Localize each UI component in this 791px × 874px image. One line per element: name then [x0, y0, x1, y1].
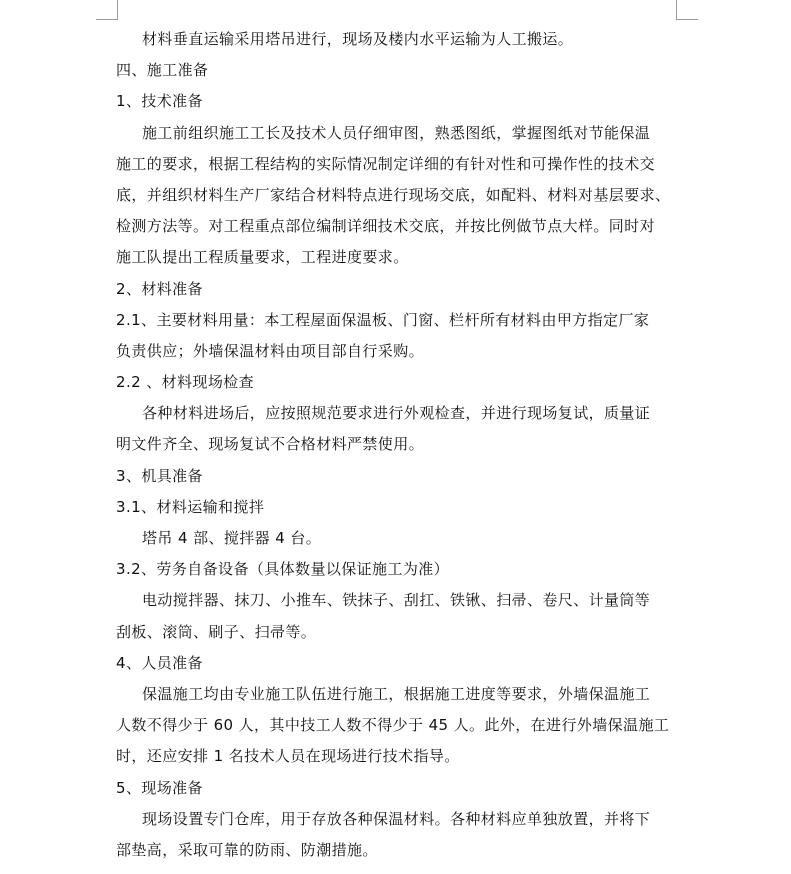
text-line: 5、现场准备: [116, 778, 203, 797]
paragraph-first-line: 各种材料进场后，应按照规范要求进行外观检查，并进行现场复试，质量证: [142, 404, 651, 423]
text-line: 4、人员准备: [116, 653, 203, 672]
text-line: 四、施工准备: [116, 61, 209, 80]
text-line: 3、机具准备: [116, 466, 203, 485]
text-line: 检测方法等。对工程重点部位编制详细技术交底，并按比例做节点大样。同时对: [116, 217, 656, 236]
document-body[interactable]: [116, 24, 678, 866]
text-line: 人数不得少于 60 人，其中技工人数不得少于 45 人。此外，在进行外墙保温施工: [116, 716, 670, 735]
text-line: 1、技术准备: [116, 92, 203, 111]
paragraph-first-line: 施工前组织施工工长及技术人员仔细审图，熟悉图纸，掌握图纸对节能保温: [142, 123, 651, 142]
text-line: 3.2、劳务自备设备（具体数量以保证施工为准）: [116, 560, 450, 579]
text-line: 3.1、材料运输和搅拌: [116, 497, 265, 516]
text-line: 底，并组织材料生产厂家结合材料特点进行现场交底，如配料、材料对基层要求、: [116, 185, 671, 204]
text-line: 施工的要求，根据工程结构的实际情况制定详细的有针对性和可操作性的技术交: [116, 154, 656, 173]
paragraph-first-line: 保温施工均由专业施工队伍进行施工，根据施工进度等要求，外墙保温施工: [142, 684, 651, 703]
text-line: 部垫高，采取可靠的防雨、防潮措施。: [116, 840, 378, 859]
text-line: 2.1、主要材料用量：本工程屋面保温板、门窗、栏杆所有材料由甲方指定厂家: [116, 310, 650, 329]
text-line: 时，还应安排 1 名技术人员在现场进行技术指导。: [116, 747, 460, 766]
text-line: 明文件齐全、现场复试不合格材料严禁使用。: [116, 435, 425, 454]
paragraph-first-line: 塔吊 4 部、搅拌器 4 台。: [142, 529, 322, 547]
text-line: 刮板、滚筒、刷子、扫帚等。: [116, 622, 317, 641]
text-line: 2、材料准备: [116, 279, 203, 298]
text-line: 施工队提出工程质量要求，工程进度要求。: [116, 248, 409, 267]
margin-mark-left-vertical: [117, 0, 118, 20]
text-line: 负责供应；外墙保温材料由项目部自行采购。: [116, 341, 425, 360]
paragraph-first-line: 电动搅拌器、抹刀、小推车、铁抹子、刮扛、铁锹、扫帚、卷尺、计量筒等: [142, 591, 651, 610]
margin-mark-left-horizontal: [96, 19, 118, 20]
paragraph-first-line: 现场设置专门仓库，用于存放各种保温材料。各种材料应单独放置，并将下: [142, 809, 651, 828]
paragraph-first-line: 材料垂直运输采用塔吊进行，现场及楼内水平运输为人工搬运。: [142, 30, 574, 48]
margin-mark-right-horizontal: [676, 19, 698, 20]
margin-mark-right-vertical: [676, 0, 677, 20]
text-line: 2.2 、材料现场检查: [116, 373, 255, 392]
